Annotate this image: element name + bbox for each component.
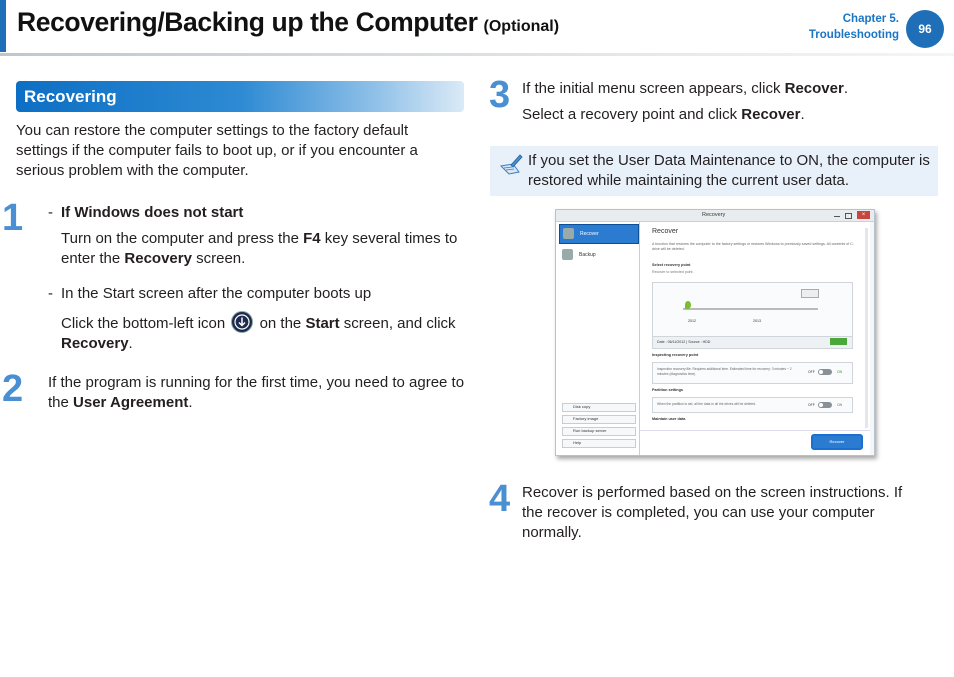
section-intro: You can restore the computer settings to the factory default settings if the computer fails to boot up, or if you encounter a serious problem with the computer. <box>16 122 418 179</box>
inspect-label: Inspecting recovery point <box>652 353 699 357</box>
select-point-label: Select recovery point <box>652 263 691 267</box>
chapter-name: Troubleshooting <box>808 29 899 41</box>
inspect-box <box>652 362 853 384</box>
sidebar-link-help: Help <box>562 439 636 448</box>
select-point-hint: Recover to selected point. <box>652 270 694 274</box>
step-1-text-2: Click the bottom-left icon on the Start screen, and click Recovery. <box>61 311 466 354</box>
section-heading-bar <box>16 81 464 112</box>
step-2-text: If the program is running for the first time, you need to agree to the User Agreement. <box>48 374 465 411</box>
partition-box <box>652 397 853 413</box>
page-title: Recovering/Backing up the Computer (Optional) <box>17 7 560 37</box>
app-main <box>640 222 870 455</box>
sidebar-item-recover: Recover <box>559 224 639 244</box>
partition-label: Partition settings <box>652 388 684 392</box>
step-1-number: 1 <box>2 197 24 239</box>
sidebar-link-disk-copy: Disk copy <box>562 403 636 412</box>
recover-button: Recover <box>811 434 863 450</box>
minimize-icon <box>834 216 840 217</box>
note-text: If you set the User Data Maintenance to ON, the computer is restored while maintaining the current user data. <box>528 152 930 189</box>
year-label: 2013 <box>753 319 761 323</box>
maintain-label: Maintain user data <box>652 417 686 421</box>
confirm-icon <box>830 338 847 345</box>
step-3-line-2: Select a recovery point and click Recover. <box>522 106 805 123</box>
recovery-app-screenshot <box>555 209 875 456</box>
sidebar-item-backup: Backup <box>559 246 637 264</box>
sidebar-link-factory-image: Factory image <box>562 415 636 424</box>
date-source-line: Date : 06/11/2012 | Source : HDD <box>657 340 711 344</box>
step-4-text: Recover is performed based on the screen instructions. If the recover is completed, you can use your computer normally. <box>522 484 903 541</box>
step-3-line-1: If the initial menu screen appears, click Recover. <box>522 80 848 97</box>
off-label: OFF <box>808 370 815 374</box>
recovery-point-marker <box>685 301 691 309</box>
window-title: Recovery <box>702 212 726 218</box>
partition-text: When the partition is set, all the data in all the drives will be deleted. <box>657 402 756 406</box>
step-1-dash-1: - <box>48 204 53 221</box>
timeline-zoom-control <box>801 289 819 298</box>
recover-icon <box>563 228 574 239</box>
title-suffix: (Optional) <box>483 18 560 35</box>
step-3-number: 3 <box>489 74 511 116</box>
step-1-text-1: Turn on the computer and press the F4 key several times to enter the Recovery screen. <box>61 230 458 267</box>
timeline-box <box>652 282 853 337</box>
year-label: 2012 <box>688 319 696 323</box>
off-label: OFF <box>808 403 815 407</box>
timeline-track <box>683 308 818 310</box>
header-accent-bar <box>0 0 6 52</box>
recovery-point-info <box>652 336 853 349</box>
close-icon: × <box>857 211 870 219</box>
header-rule <box>0 53 954 56</box>
on-label: ON <box>837 370 843 374</box>
inspect-toggle <box>818 369 832 375</box>
chapter-number: Chapter 5. <box>842 13 899 25</box>
scrollbar <box>865 228 868 428</box>
step-1-subtitle-2: In the Start screen after the computer boots up <box>61 285 372 302</box>
start-arrow-icon <box>231 311 253 333</box>
step-1-dash-2: - <box>48 285 53 302</box>
section-heading: Recovering <box>24 87 117 106</box>
step-4-number: 4 <box>489 478 511 520</box>
backup-icon <box>562 249 573 260</box>
app-sidebar <box>556 222 640 455</box>
chapter-label <box>809 11 899 43</box>
step-2-number: 2 <box>2 368 24 410</box>
page-number-badge: 96 <box>906 10 944 48</box>
main-title: Recover <box>652 228 679 235</box>
on-label: ON <box>837 403 843 407</box>
inspect-text: Inspection recovery file. Requires additional time. Estimated time for recovery: 3 minutes ~ 2 minutes (diagnostics time) <box>657 367 792 376</box>
footer-divider <box>640 430 870 431</box>
step-1-subtitle-1: If Windows does not start <box>61 204 244 221</box>
main-description: A function that restores the computer to the factory settings or restores Windows to previously saved settings. All contents of C: drive will be deleted. <box>652 242 854 251</box>
sidebar-link-backup-server: Run backup server <box>562 427 636 436</box>
note-pencil-icon <box>497 152 523 178</box>
maximize-icon <box>845 213 852 219</box>
window-titlebar <box>556 210 874 222</box>
partition-toggle <box>818 402 832 408</box>
